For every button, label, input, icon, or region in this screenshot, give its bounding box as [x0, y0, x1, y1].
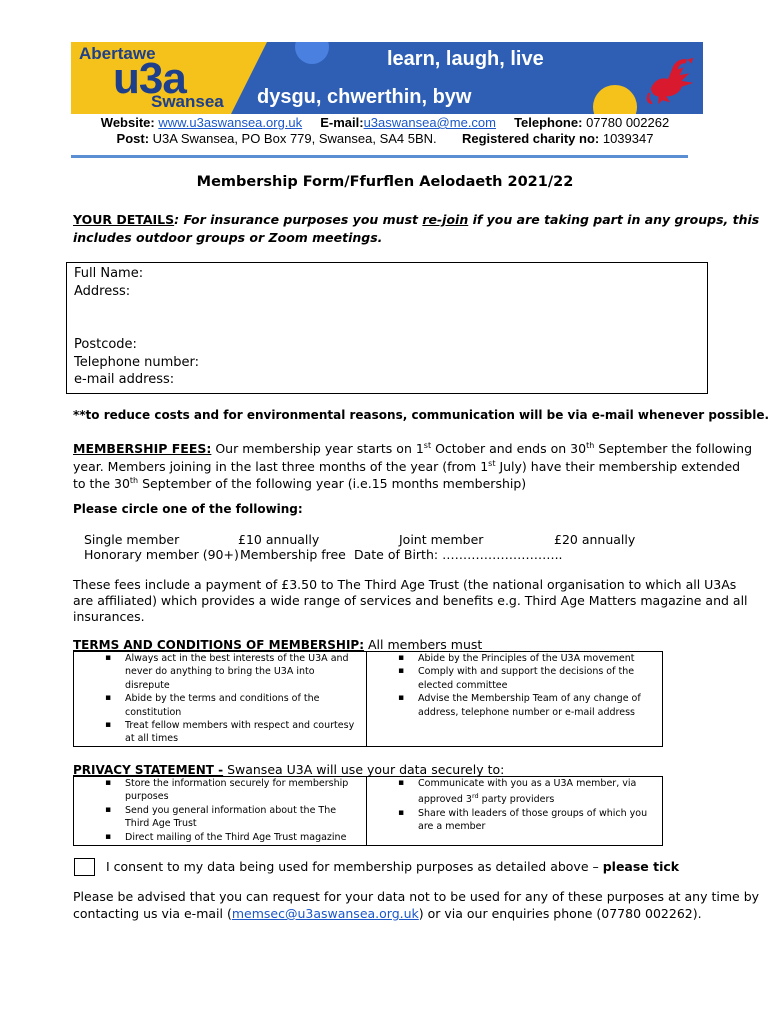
website-link[interactable]: www.u3aswansea.org.uk: [158, 115, 303, 130]
terms-item: ▪ Always act in the best interests of the U3A and never do anything to bring the U3A into disrepute: [74, 652, 366, 692]
fees-sup-3: st: [488, 459, 496, 468]
terms-item: ▪ Advise the Membership Team of any change of address, telephone number or e-mail address: [367, 692, 662, 719]
advice-line-2: [73, 905, 702, 922]
privacy-item: ▪ Direct mailing of the Third Age Trust magazine: [74, 831, 366, 844]
option-honorary-member[interactable]: Honorary member (90+): [84, 547, 239, 562]
website-label: Website:: [100, 115, 155, 130]
privacy-item: ▪ Send you general information about the The Third Age Trust: [74, 804, 366, 831]
contact-line-2: [0, 131, 770, 146]
terms-item: ▪ Comply with and support the decisions of the elected committee: [367, 665, 662, 692]
privacy-right-item: [367, 807, 662, 834]
terms-item: ▪ Abide by the Principles of the U3A movement: [367, 652, 662, 665]
welsh-dragon-icon: [643, 50, 701, 108]
page-title: Membership Form/Ffurflen Aelodaeth 2021/22: [196, 174, 574, 190]
email-note: **to reduce costs and for environmental reasons, communication will be via e-mail whenever possible.: [73, 408, 770, 422]
privacy-left-column: [74, 777, 366, 844]
fees-note-line-2: are affiliated) which provides a wide range of services and benefits e.g. Third Age Matters magazine and all: [73, 593, 748, 608]
banner-logo-text: u3a: [113, 54, 186, 103]
option-joint-member[interactable]: Joint member: [399, 532, 484, 547]
contact-line-1: [0, 115, 770, 130]
consent-checkbox[interactable]: [74, 858, 95, 876]
telephone-value: 07780 002262: [586, 115, 670, 130]
telephone-label: Telephone:: [514, 115, 583, 130]
fees-note-line-1: These fees include a payment of £3.50 to The Third Age Trust (the national organisation to which all U3As: [73, 577, 737, 592]
address-label: Address:: [74, 284, 131, 299]
banner-tagline-cy: dysgu, chwerthin, byw: [257, 86, 472, 108]
terms-right-column: [367, 652, 662, 719]
circle-heading: Please circle one of the following:: [73, 502, 303, 516]
privacy-right-1a: Communicate with you as a U3A member, via: [418, 778, 637, 789]
terms-intro: All members must: [364, 637, 483, 652]
privacy-right-1b-b: party providers: [478, 794, 555, 806]
consent-please-tick: please tick: [602, 859, 680, 874]
advice-text-2a: contacting us via e-mail (: [73, 906, 232, 921]
email-field-label: e-mail address:: [74, 372, 175, 387]
fees-sup-2: th: [586, 441, 595, 450]
fees-text-2b: July) have their membership extended: [495, 459, 741, 475]
email-label: E-mail:: [320, 115, 364, 130]
date-of-birth-field[interactable]: Date of Birth: ………………………..: [354, 547, 563, 562]
privacy-heading: PRIVACY STATEMENT -: [73, 763, 224, 777]
fees-text-1b: October and ends on 30: [431, 441, 587, 457]
advice-line-1: Please be advised that you can request for your data not to be used for any of these purposes at any time by: [73, 889, 760, 904]
header-divider: [71, 155, 688, 158]
privacy-right-1b-a: approved 3: [418, 794, 472, 806]
post-label: Post:: [116, 131, 150, 146]
advice-text-2b: ) or via our enquiries phone (07780 002262).: [418, 906, 702, 921]
fees-text-1a: Our membership year starts on 1: [211, 441, 424, 457]
your-details-heading: YOUR DETAILS: [73, 212, 175, 227]
option-honorary-fee: Membership free: [240, 547, 346, 562]
fees-sup-1: st: [423, 441, 432, 450]
privacy-intro: Swansea U3A will use your data securely to:: [223, 762, 505, 777]
your-details-line-2: includes outdoor groups or Zoom meetings.: [73, 230, 383, 245]
fees-heading: MEMBERSHIP FEES:: [73, 441, 212, 457]
option-joint-fee: £20 annually: [554, 532, 636, 547]
privacy-right-2a: Share with leaders of those groups of which you: [418, 807, 648, 819]
header-banner: [71, 42, 703, 114]
fees-note-line-3: insurances.: [73, 609, 145, 624]
privacy-right-column: [367, 777, 662, 834]
your-details-line-1: [73, 211, 759, 228]
post-value: U3A Swansea, PO Box 779, Swansea, SA4 5BN.: [152, 131, 437, 146]
banner-org-line2: Swansea: [151, 92, 224, 111]
option-single-fee: £10 annually: [238, 532, 320, 547]
details-box[interactable]: [66, 262, 708, 394]
full-name-label: Full Name:: [74, 266, 144, 281]
charity-value: 1039347: [602, 131, 654, 146]
fees-text-3b: September of the following year (i.e.15 months membership): [138, 476, 527, 492]
fees-text-1c: September the following: [594, 441, 753, 457]
rejoin-text: re-join: [422, 212, 469, 227]
banner-tagline-en: learn, laugh, live: [387, 48, 544, 70]
fees-line-3: [73, 472, 526, 492]
charity-label: Registered charity no:: [461, 131, 600, 146]
consent-text: I consent to my data being used for membership purposes as detailed above –: [106, 859, 603, 874]
telephone-field-label: Telephone number:: [74, 355, 200, 370]
postcode-label: Postcode:: [74, 337, 137, 352]
terms-heading: TERMS AND CONDITIONS OF MEMBERSHIP:: [73, 638, 365, 652]
your-details-text-2: if you are taking part in any groups, this: [468, 212, 760, 227]
privacy-right-2b: are a member: [418, 821, 486, 833]
memsec-email-link[interactable]: memsec@u3aswansea.org.uk: [231, 906, 419, 921]
terms-table: [73, 651, 663, 747]
banner-org-line1: Abertawe: [79, 44, 156, 63]
email-link[interactable]: u3aswansea@me.com: [363, 115, 496, 130]
fees-text-3a: to the 30: [73, 476, 130, 492]
your-details-text-1: : For insurance purposes you must: [174, 212, 423, 227]
terms-item: ▪ Abide by the terms and conditions of the constitution: [74, 692, 366, 719]
option-single-member[interactable]: Single member: [84, 532, 180, 547]
privacy-item: ▪ Store the information securely for membership purposes: [74, 777, 366, 804]
fees-text-2a: year. Members joining in the last three months of the year (from 1: [73, 459, 489, 475]
privacy-table: [73, 776, 663, 846]
consent-text-line: [106, 858, 679, 875]
privacy-right-item: [367, 777, 662, 807]
fees-sup-4: th: [129, 476, 139, 485]
terms-item: ▪ Treat fellow members with respect and courtesy at all times: [74, 719, 366, 746]
terms-left-column: [74, 652, 366, 746]
privacy-right-sup: rd: [471, 792, 479, 801]
